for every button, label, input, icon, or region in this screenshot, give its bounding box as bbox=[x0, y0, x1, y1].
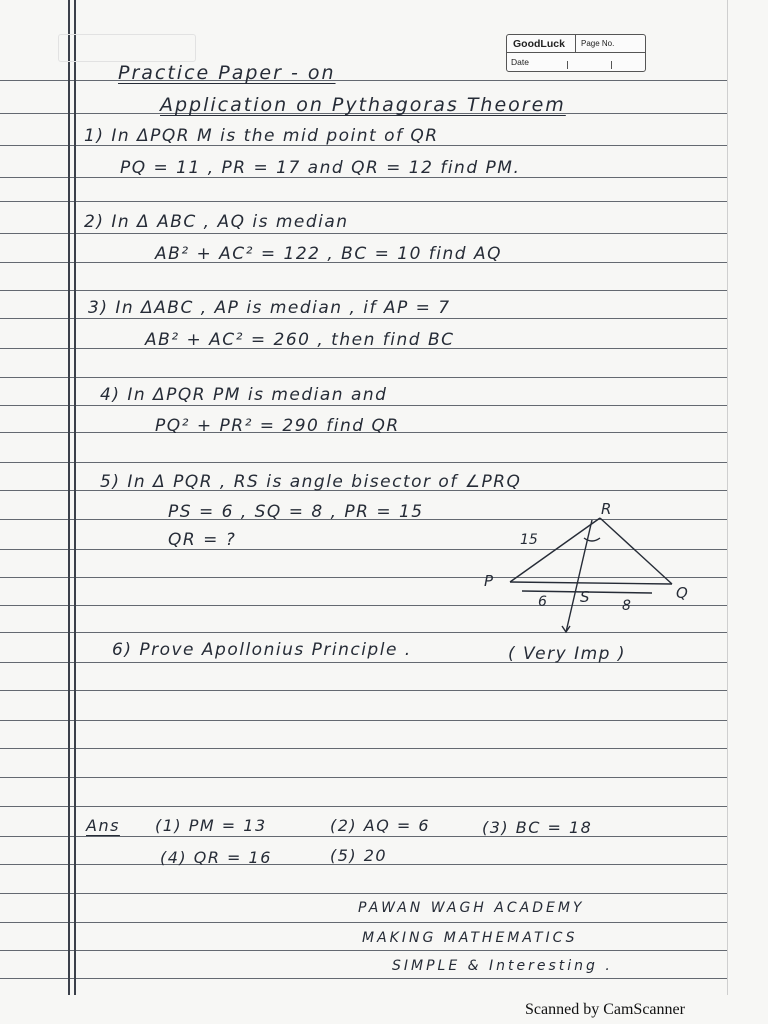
question-1-line-1: 1) In ΔPQR M is the mid point of QR bbox=[84, 126, 439, 146]
question-3-line-2: AB² + AC² = 260 , then find BC bbox=[145, 330, 455, 350]
question-5-line-2: PS = 6 , SQ = 8 , PR = 15 bbox=[168, 502, 424, 522]
answer-1: (1) PM = 13 bbox=[155, 816, 267, 835]
answer-5: (5) 20 bbox=[330, 846, 388, 865]
question-4-line-2: PQ² + PR² = 290 find QR bbox=[155, 416, 400, 436]
page-stamp-box bbox=[506, 34, 646, 72]
academy-tagline-2: SIMPLE & Interesting . bbox=[392, 958, 613, 974]
ruled-line bbox=[0, 836, 728, 837]
answer-2: (2) AQ = 6 bbox=[330, 816, 431, 835]
ruled-line bbox=[0, 377, 728, 378]
margin-line-outer bbox=[68, 0, 70, 995]
bleed-through-stamp bbox=[58, 34, 196, 62]
ruled-line bbox=[0, 720, 728, 721]
question-6-note: ( Very Imp ) bbox=[508, 644, 626, 664]
title-line-1: Practice Paper - on bbox=[118, 62, 336, 84]
ruled-line bbox=[0, 290, 728, 291]
ruled-line bbox=[0, 201, 728, 202]
ruled-line bbox=[0, 893, 728, 894]
figure-vertex-r: R bbox=[601, 500, 612, 518]
question-5-line-1: 5) In Δ PQR , RS is angle bisector of ∠PRQ bbox=[100, 472, 522, 492]
answer-3: (3) BC = 18 bbox=[482, 818, 593, 837]
question-4-line-1: 4) In ΔPQR PM is median and bbox=[100, 385, 388, 405]
answers-label: Ans bbox=[86, 816, 120, 835]
ruled-line bbox=[0, 806, 728, 807]
ruled-line bbox=[0, 748, 728, 749]
ruled-line bbox=[0, 318, 728, 319]
question-2-line-2: AB² + AC² = 122 , BC = 10 find AQ bbox=[155, 244, 502, 264]
figure-label-sq: 8 bbox=[622, 598, 631, 614]
question-6-text: 6) Prove Apollonius Principle . bbox=[112, 640, 412, 660]
question-1-line-2: PQ = 11 , PR = 17 and QR = 12 find PM. bbox=[120, 158, 521, 178]
margin-line-inner bbox=[74, 0, 76, 995]
stamp-page-no-label: Page No. bbox=[581, 39, 615, 48]
figure-point-s: S bbox=[580, 588, 590, 606]
question-3-line-1: 3) In ΔABC , AP is median , if AP = 7 bbox=[88, 298, 451, 318]
ruled-line bbox=[0, 233, 728, 234]
answer-4: (4) QR = 16 bbox=[160, 848, 272, 867]
ruled-line bbox=[0, 777, 728, 778]
ruled-line bbox=[0, 80, 728, 81]
stamp-date-label: Date bbox=[511, 57, 529, 67]
ruled-line bbox=[0, 405, 728, 406]
figure-vertex-q: Q bbox=[676, 584, 688, 602]
ruled-line bbox=[0, 950, 728, 951]
figure-vertex-p: P bbox=[484, 572, 494, 590]
question-5-line-3: QR = ? bbox=[168, 530, 237, 550]
scanner-watermark: Scanned by CamScanner bbox=[525, 1001, 685, 1018]
academy-name: PAWAN WAGH ACADEMY bbox=[358, 900, 585, 916]
academy-tagline-1: MAKING MATHEMATICS bbox=[362, 930, 578, 946]
figure-label-ps: 6 bbox=[538, 594, 547, 610]
ruled-line bbox=[0, 978, 728, 979]
question-2-line-1: 2) In Δ ABC , AQ is median bbox=[84, 212, 349, 232]
page-edge bbox=[727, 0, 728, 995]
title-line-2: Application on Pythagoras Theorem bbox=[160, 94, 566, 116]
figure-label-pr: 15 bbox=[520, 532, 538, 548]
ruled-line bbox=[0, 462, 728, 463]
triangle-figure bbox=[480, 498, 695, 638]
ruled-line bbox=[0, 690, 728, 691]
ruled-line bbox=[0, 922, 728, 923]
stamp-brand: GoodLuck bbox=[513, 38, 565, 50]
